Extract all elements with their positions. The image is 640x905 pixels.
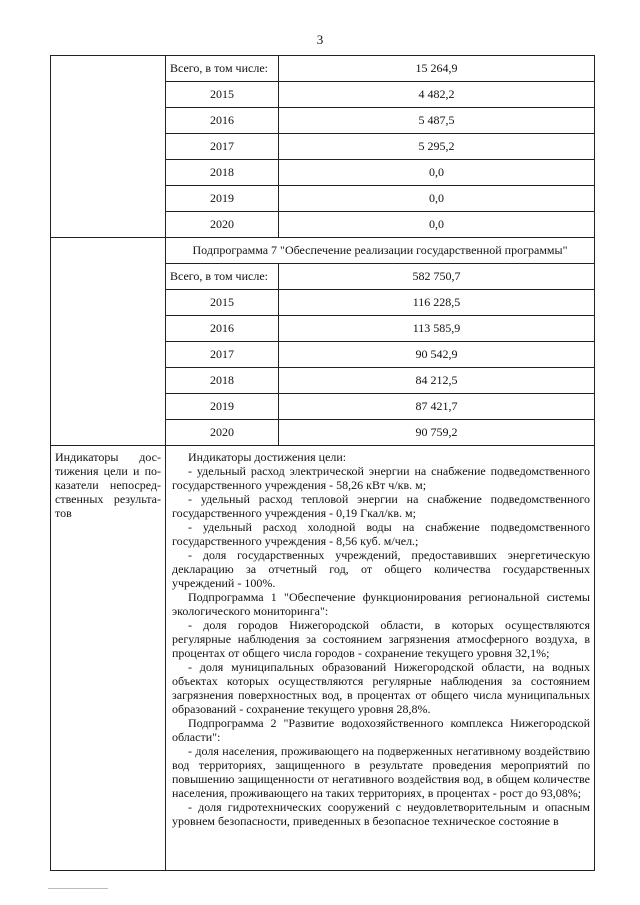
- block1-total-row: [51, 56, 595, 82]
- paragraph: - доля населения, проживающего на подверженных негативному воздействию вод территориях, защищенного в результате проведения мероприятий по повышению защищенности от негативного воздействия вод, в общем количестве населения, проживающего на таких территориях, в процентах - рост до 93,08%;: [172, 744, 590, 800]
- year-cell: 2017: [166, 134, 279, 160]
- indicators-label: Индикаторы достижения цели и показатели непосредственных результатов: [51, 446, 166, 871]
- value-cell: 4 482,2: [279, 82, 595, 108]
- value-cell: 5 487,5: [279, 108, 595, 134]
- paragraph: - доля государственных учреждений, предоставивших энергетическую декларацию за отчетный год, от общего количества государственных учреждений - 100%.: [172, 548, 590, 590]
- funding-table: [50, 55, 595, 871]
- total-label: Всего, в том числе:: [166, 56, 279, 82]
- total-value: 15 264,9: [279, 56, 595, 82]
- value-cell: 87 421,7: [279, 394, 595, 420]
- year-cell: 2015: [166, 82, 279, 108]
- year-cell: 2015: [166, 290, 279, 316]
- page-number: 3: [316, 32, 324, 47]
- paragraph: - доля городов Нижегородской области, в которых осуществляются регулярные наблюдения за состоянием загрязнения атмосферного воздуха, в процентах от общего числа городов - сохранение текущего уровня 32,1%;: [172, 618, 590, 660]
- total-value: 582 750,7: [279, 264, 595, 290]
- value-cell: 90 759,2: [279, 420, 595, 446]
- year-cell: 2020: [166, 212, 279, 238]
- year-cell: 2018: [166, 368, 279, 394]
- year-cell: 2017: [166, 342, 279, 368]
- indicators-row: [51, 446, 595, 871]
- empty-left-cell: [51, 238, 166, 446]
- value-cell: 0,0: [279, 186, 595, 212]
- program-table: [50, 55, 595, 871]
- year-cell: 2018: [166, 160, 279, 186]
- paragraph: - доля гидротехнических сооружений с неудовлетворительным и опасным уровнем безопасности, приведенных в безопасное техническое состояние в: [172, 800, 590, 828]
- year-cell: 2016: [166, 316, 279, 342]
- subprogram-title-row: [51, 238, 595, 264]
- year-cell: 2020: [166, 420, 279, 446]
- total-label: Всего, в том числе:: [166, 264, 279, 290]
- value-cell: 113 585,9: [279, 316, 595, 342]
- paragraph: - удельный расход холодной воды на снабжение подведомственного государственного учреждения - 8,56 куб. м/чел.;: [172, 520, 590, 548]
- scan-artifact-line: [48, 888, 108, 889]
- value-cell: 0,0: [279, 160, 595, 186]
- year-cell: 2016: [166, 108, 279, 134]
- value-cell: 90 542,9: [279, 342, 595, 368]
- paragraph: - доля муниципальных образований Нижегородской области, на водных объектах которых осуществляются регулярные наблюдения за состоянием загрязнения поверхностных вод, в процентах от общего числа муниципальных образований - сохранение текущего уровня 28,8%.: [172, 660, 590, 716]
- paragraph: - удельный расход электрической энергии на снабжение подведомственного государственного учреждения - 58,26 кВт ч/кв. м;: [172, 464, 590, 492]
- value-cell: 5 295,2: [279, 134, 595, 160]
- subprogram-title: Подпрограмма 7 "Обеспечение реализации государственной программы": [166, 238, 595, 264]
- year-cell: 2019: [166, 186, 279, 212]
- paragraph: Подпрограмма 1 "Обеспечение функционирования региональной системы экологического мониторинга":: [172, 590, 590, 618]
- empty-left-cell: [51, 56, 166, 238]
- paragraph: - удельный расход тепловой энергии на снабжение подведомственного государственного учреждения - 0,19 Гкал/кв. м;: [172, 492, 590, 520]
- paragraph: Подпрограмма 2 "Развитие водохозяйственного комплекса Нижегородской области":: [172, 716, 590, 744]
- indicators-body: [172, 450, 590, 870]
- value-cell: 0,0: [279, 212, 595, 238]
- year-cell: 2019: [166, 394, 279, 420]
- value-cell: 116 228,5: [279, 290, 595, 316]
- value-cell: 84 212,5: [279, 368, 595, 394]
- paragraph: Индикаторы достижения цели:: [188, 450, 347, 464]
- indicators-content: [166, 446, 595, 871]
